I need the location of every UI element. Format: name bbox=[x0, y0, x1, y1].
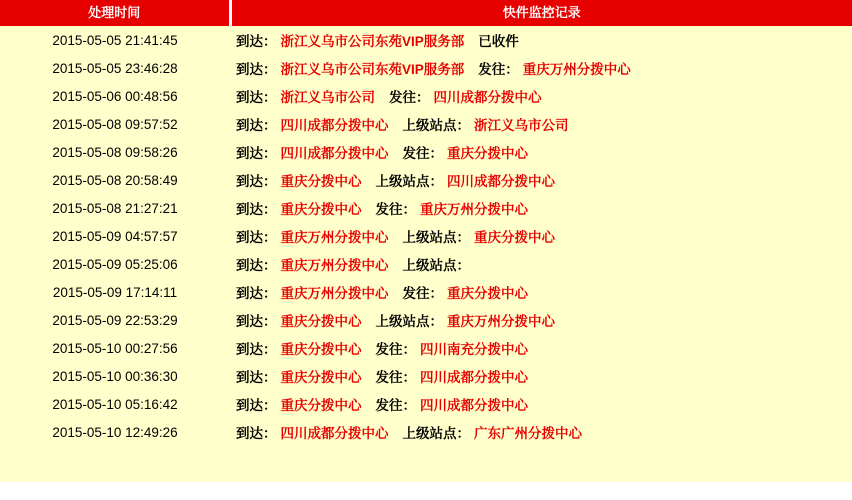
cell-log bbox=[230, 334, 852, 362]
table-row bbox=[0, 250, 852, 278]
log-related-location: 四川成都分拨中心 bbox=[420, 398, 528, 413]
log-relation-label: 发往： bbox=[402, 146, 443, 161]
cell-time: 2015-05-10 00:27:56 bbox=[52, 340, 178, 356]
log-location: 四川成都分拨中心 bbox=[280, 426, 389, 441]
cell-log bbox=[230, 362, 852, 390]
table-row bbox=[0, 390, 852, 418]
cell-time: 2015-05-10 05:16:42 bbox=[52, 396, 178, 412]
cell-time: 2015-05-08 20:58:49 bbox=[52, 172, 178, 188]
table-header bbox=[0, 0, 852, 26]
cell-time: 2015-05-10 12:49:26 bbox=[52, 424, 178, 440]
log-related-location: 四川成都分拨中心 bbox=[433, 90, 542, 105]
log-action-label: 到达： bbox=[236, 202, 277, 217]
cell-log bbox=[230, 418, 852, 446]
log-relation-label: 发往： bbox=[375, 398, 416, 413]
cell-time: 2015-05-09 04:57:57 bbox=[52, 228, 178, 244]
log-location: 四川成都分拨中心 bbox=[280, 146, 389, 161]
cell-log bbox=[230, 222, 852, 250]
log-relation-label: 发往： bbox=[375, 202, 416, 217]
log-location: 重庆分拨中心 bbox=[280, 174, 362, 189]
log-action-label: 到达： bbox=[236, 314, 277, 329]
table-row bbox=[0, 306, 852, 334]
log-action-label: 到达： bbox=[236, 118, 277, 133]
log-relation-label: 上级站点： bbox=[375, 174, 443, 189]
log-action-label: 到达： bbox=[236, 146, 277, 161]
cell-time: 2015-05-06 00:48:56 bbox=[52, 88, 178, 104]
cell-log bbox=[230, 166, 852, 194]
log-relation-label: 上级站点： bbox=[402, 118, 470, 133]
log-action-label: 到达： bbox=[236, 258, 277, 273]
log-relation-label: 上级站点： bbox=[402, 258, 470, 273]
cell-time: 2015-05-09 17:14:11 bbox=[52, 284, 178, 300]
log-related-location: 重庆万州分拨中心 bbox=[447, 314, 555, 329]
log-relation-label: 上级站点： bbox=[402, 426, 470, 441]
log-location: 浙江义乌市公司东苑VIP服务部 bbox=[280, 34, 465, 49]
cell-log bbox=[230, 250, 852, 278]
log-relation-label: 上级站点： bbox=[402, 230, 470, 245]
cell-log bbox=[230, 110, 852, 138]
log-related-location: 重庆分拨中心 bbox=[474, 230, 555, 245]
cell-log bbox=[230, 26, 852, 54]
cell-log bbox=[230, 54, 852, 82]
log-action-label: 到达： bbox=[236, 230, 277, 245]
log-action-label: 到达： bbox=[236, 90, 277, 105]
table-row bbox=[0, 362, 852, 390]
cell-time: 2015-05-08 09:58:26 bbox=[52, 144, 178, 160]
log-location: 重庆万州分拨中心 bbox=[280, 230, 389, 245]
table-row bbox=[0, 418, 852, 446]
column-header-time: 处理时间 bbox=[0, 0, 230, 26]
table-row bbox=[0, 82, 852, 110]
log-relation-label: 发往： bbox=[375, 370, 416, 385]
log-related-location: 四川南充分拨中心 bbox=[420, 342, 528, 357]
log-related-location: 浙江义乌市公司 bbox=[474, 118, 569, 133]
log-related-location: 重庆分拨中心 bbox=[447, 146, 528, 161]
log-related-location: 四川成都分拨中心 bbox=[447, 174, 555, 189]
log-location: 重庆分拨中心 bbox=[280, 370, 362, 385]
table-row bbox=[0, 26, 852, 54]
cell-time: 2015-05-08 21:27:21 bbox=[52, 200, 178, 216]
log-action-label: 到达： bbox=[236, 174, 277, 189]
log-relation-label: 发往： bbox=[402, 286, 443, 301]
log-location: 重庆分拨中心 bbox=[280, 342, 362, 357]
log-action-label: 到达： bbox=[236, 342, 277, 357]
log-action-label: 到达： bbox=[236, 34, 277, 49]
log-action-label: 到达： bbox=[236, 426, 277, 441]
cell-time: 2015-05-09 05:25:06 bbox=[52, 256, 178, 272]
log-location: 重庆万州分拨中心 bbox=[280, 258, 389, 273]
cell-log bbox=[230, 390, 852, 418]
log-location: 重庆分拨中心 bbox=[280, 202, 362, 217]
log-related-location: 重庆分拨中心 bbox=[447, 286, 528, 301]
column-header-log: 快件监控记录 bbox=[230, 0, 852, 26]
table-row bbox=[0, 278, 852, 306]
table-row bbox=[0, 54, 852, 82]
table-row bbox=[0, 138, 852, 166]
log-location: 浙江义乌市公司东苑VIP服务部 bbox=[280, 62, 465, 77]
log-action-label: 到达： bbox=[236, 286, 277, 301]
log-action-label: 到达： bbox=[236, 62, 277, 77]
cell-log bbox=[230, 306, 852, 334]
log-action-label: 到达： bbox=[236, 370, 277, 385]
table-body bbox=[0, 26, 852, 446]
log-location: 四川成都分拨中心 bbox=[280, 118, 389, 133]
log-location: 重庆万州分拨中心 bbox=[280, 286, 389, 301]
table-row bbox=[0, 194, 852, 222]
table-row bbox=[0, 166, 852, 194]
cell-time: 2015-05-10 00:36:30 bbox=[52, 368, 178, 384]
log-related-location: 广东广州分拨中心 bbox=[474, 426, 582, 441]
header-row bbox=[0, 0, 852, 26]
table-footer-spacer bbox=[0, 446, 852, 482]
log-relation-label: 发往： bbox=[389, 90, 430, 105]
cell-log bbox=[230, 82, 852, 110]
log-location: 重庆分拨中心 bbox=[280, 398, 362, 413]
log-location: 浙江义乌市公司 bbox=[280, 90, 375, 105]
cell-time: 2015-05-09 22:53:29 bbox=[52, 312, 178, 328]
table-row bbox=[0, 222, 852, 250]
log-related-location: 四川成都分拨中心 bbox=[420, 370, 528, 385]
cell-time: 2015-05-05 21:41:45 bbox=[52, 32, 178, 48]
log-status: 已收件 bbox=[478, 34, 519, 49]
cell-log bbox=[230, 278, 852, 306]
log-location: 重庆分拨中心 bbox=[280, 314, 362, 329]
cell-log bbox=[230, 194, 852, 222]
cell-time: 2015-05-08 09:57:52 bbox=[52, 116, 178, 132]
log-relation-label: 发往： bbox=[375, 342, 416, 357]
log-action-label: 到达： bbox=[236, 398, 277, 413]
table-row bbox=[0, 110, 852, 138]
table-row bbox=[0, 334, 852, 362]
log-relation-label: 发往： bbox=[478, 62, 519, 77]
cell-log bbox=[230, 138, 852, 166]
cell-time: 2015-05-05 23:46:28 bbox=[52, 60, 178, 76]
log-related-location: 重庆万州分拨中心 bbox=[522, 62, 631, 77]
log-related-location: 重庆万州分拨中心 bbox=[420, 202, 528, 217]
log-relation-label: 上级站点： bbox=[375, 314, 443, 329]
